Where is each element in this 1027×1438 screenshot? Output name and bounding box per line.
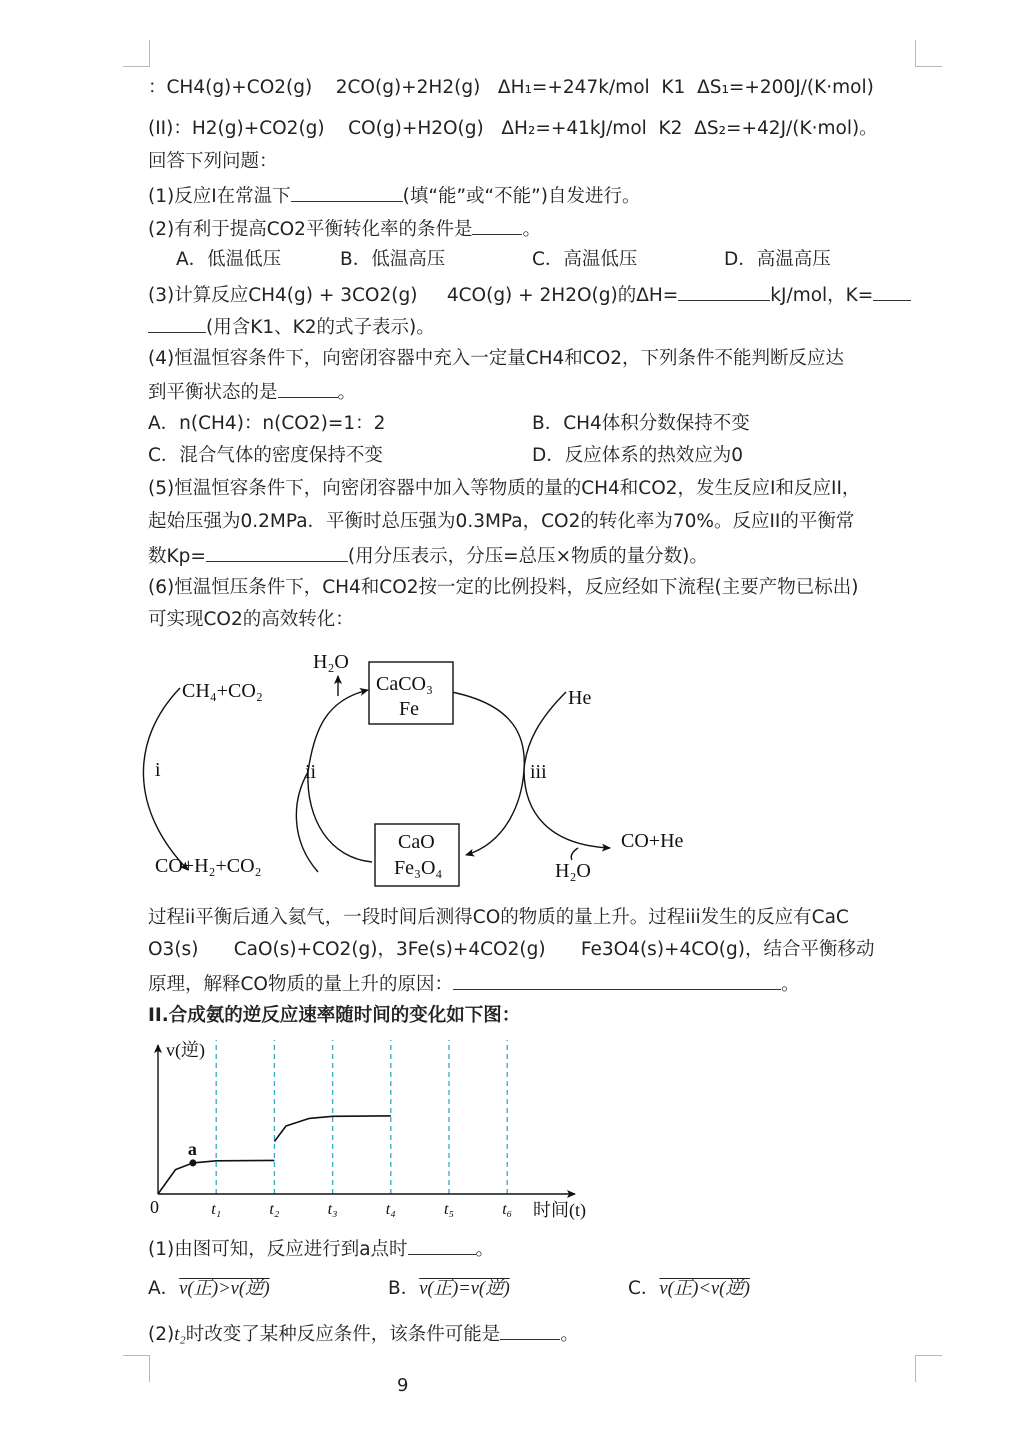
process-text-2: O3(s) CaO(s)+CO2(g)，3Fe(s)+4CO2(g) Fe3O4(s)+4CO(g)，结合平衡移动 <box>148 939 875 960</box>
option-4a: A．n(CH4)：n(CO2)=1：2 <box>148 413 386 434</box>
reaction-2-line: (II)：H2(g)+CO2(g) CO(g)+H2O(g) ΔH₂=+41kJ/mol K2 ΔS₂=+42J/(K·mol)。 <box>148 118 878 139</box>
chart-question-1-text: (1)由图可知，反应进行到a点时 <box>148 1239 408 1260</box>
label-h2o-bottom: H₂O <box>555 860 591 882</box>
question-2-tail: 。 <box>522 219 541 240</box>
label-co-he: CO+He <box>621 830 684 852</box>
question-6: (6)恒温恒压条件下，CH4和CO2按一定的比例投料，反应经如下流程(主要产物已标出) <box>148 577 859 598</box>
option-a-expr: v(正)>v(逆) <box>179 1279 270 1299</box>
label-caco3: CaCO₃ <box>376 673 433 695</box>
option-4b: B．CH4体积分数保持不变 <box>532 413 750 434</box>
chart-question-2-text: (2) <box>148 1324 175 1345</box>
label-cao: CaO <box>398 831 435 853</box>
instruction-line: 回答下列问题： <box>148 151 278 172</box>
chart-question-2 <box>148 1321 579 1347</box>
question-3-tail: (用含K1、K2的式子表示)。 <box>206 317 435 338</box>
question-5-text: 数Kp= <box>148 546 206 567</box>
question-3-mid: kJ/mol，K= <box>770 285 874 306</box>
chart-question-1 <box>148 1236 494 1262</box>
t2-symbol: t₂ <box>174 1325 186 1345</box>
label-he: He <box>568 687 592 709</box>
option-b-expr: v(正)=v(逆) <box>419 1279 510 1299</box>
question-1-tail: (填“能”或“不能”)自发进行。 <box>402 186 641 207</box>
question-5-cont: 起始压强为0.2MPa．平衡时总压强为0.3MPa，CO2的转化率为70%。反应II的平衡常 <box>148 511 855 532</box>
question-4-text: 到平衡状态的是 <box>148 382 278 403</box>
option-letter-b: B． <box>388 1278 420 1299</box>
option-2c: C．高温低压 <box>532 249 638 270</box>
question-1-text: (1)反应Ⅰ在常温下 <box>148 186 291 207</box>
question-6-cont: 可实现CO2的高效转化： <box>148 609 354 630</box>
question-5: (5)恒温恒容条件下，向密闭容器中加入等物质的量的CH4和CO2，发生反应Ⅰ和反应II， <box>148 478 861 499</box>
question-4-tail: 。 <box>337 382 357 403</box>
chart-tick-label: t₁ <box>211 1201 222 1218</box>
page-number: 9 <box>397 1375 409 1396</box>
question-2-text: (2)有利于提高CO2平衡转化率的条件是 <box>148 219 473 240</box>
chart-point-a-label: a <box>187 1138 197 1159</box>
question-3-text: (3)计算反应CH4(g) + 3CO2(g) 4CO(g) + 2H2O(g)的ΔH= <box>148 285 679 306</box>
option-4d: D．反应体系的热效应为0 <box>532 445 744 466</box>
chart-tick-label: t₃ <box>327 1201 338 1218</box>
process-text-3-tail: 。 <box>780 974 800 995</box>
process-text-3-body: 原理，解释CO物质的量上升的原因： <box>148 974 453 995</box>
chart-question-1-tail: 。 <box>475 1239 495 1260</box>
label-fe: Fe <box>399 698 419 720</box>
chart-tick-label: t₄ <box>385 1201 396 1218</box>
question-5-tail: (用分压表示，分压=总压×物质的量分数)。 <box>347 546 708 567</box>
chart-point-a <box>189 1159 196 1166</box>
chart-origin-label: 0 <box>150 1197 159 1217</box>
answer-blank[interactable] <box>408 1236 476 1255</box>
chart-tick-label: t₅ <box>444 1201 455 1218</box>
option-2d: D．高温高压 <box>724 249 831 270</box>
label-fe3o4: Fe₃O₄ <box>394 857 443 879</box>
chart-tick-label: t₆ <box>502 1201 513 1218</box>
reaction-1-line: ：CH4(g)+CO2(g) 2CO(g)+2H2(g) ΔH₁=+247k/mol K1 ΔS₁=+200J/(K·mol) <box>148 77 874 98</box>
option-letter-a: A． <box>148 1278 180 1299</box>
chart-tick-label: t₂ <box>269 1201 280 1218</box>
option-2a: A．低温低压 <box>176 249 282 270</box>
label-h2o-top: H₂O <box>313 651 349 673</box>
option-4c: C．混合气体的密度保持不变 <box>148 445 383 466</box>
label-co-h2-co2: CO+H₂+CO₂ <box>155 855 262 877</box>
chart-option-b <box>388 1277 510 1301</box>
section-ii-heading: II.合成氨的逆反应速率随时间的变化如下图： <box>148 1005 521 1026</box>
chart-option-a <box>148 1277 270 1301</box>
question-4: (4)恒温恒容条件下，向密闭容器中充入一定量CH4和CO2，下列条件不能判断反应达 <box>148 348 845 369</box>
chart-gridlines <box>216 1040 507 1194</box>
option-c-expr: v(正)<v(逆) <box>659 1279 750 1299</box>
chart-option-c <box>628 1277 750 1301</box>
label-step-i: i <box>155 759 161 781</box>
chart-question-2-tail: 。 <box>560 1324 579 1345</box>
option-letter-c: C． <box>628 1278 660 1299</box>
label-step-iii: iii <box>530 761 547 783</box>
answer-blank[interactable] <box>500 1321 560 1340</box>
chart-y-label: v(逆) <box>166 1040 205 1060</box>
chart-tick-labels <box>211 1201 512 1218</box>
label-step-ii: ii <box>305 761 317 783</box>
process-text-1: 过程ii平衡后通入氦气，一段时间后测得CO的物质的量上升。过程iii发生的反应有CaC <box>148 907 849 928</box>
chart-x-label: 时间(t) <box>533 1200 586 1220</box>
option-2b: B．低温高压 <box>340 249 446 270</box>
chart-question-2-body: 时改变了某种反应条件，该条件可能是 <box>185 1324 501 1345</box>
label-ch4-co2: CH₄+CO₂ <box>182 680 263 702</box>
